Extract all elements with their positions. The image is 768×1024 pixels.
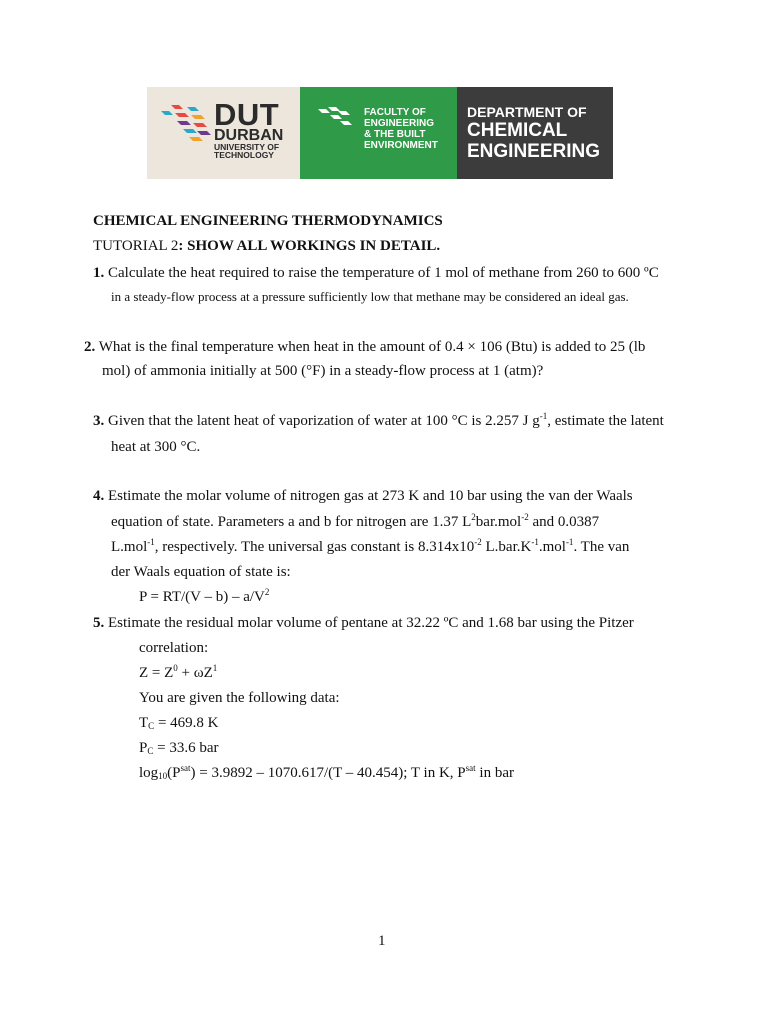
question-3-line-1 — [93, 412, 664, 430]
question-5-line-2: correlation: — [139, 640, 209, 656]
critical-pressure — [139, 739, 218, 757]
question-3-number: 3. — [93, 413, 105, 429]
tutorial-heading — [93, 237, 440, 255]
dut-durban-text: DURBAN — [214, 127, 284, 144]
page-number: 1 — [378, 933, 386, 949]
given-data-label: You are given the following data: — [139, 690, 340, 706]
faculty-line-3: & THE BUILT — [364, 129, 426, 140]
q4-l2sup1: 2 — [471, 512, 476, 522]
van-der-waals-equation — [139, 588, 269, 606]
dut-logo-panel — [147, 87, 300, 179]
question-3-text-1b: , estimate the latent — [547, 413, 664, 429]
header-banner — [147, 87, 613, 179]
department-text — [467, 104, 600, 162]
q4-l2b: bar.mol — [475, 514, 522, 530]
q4-l3b: , respectively. The universal gas constant is 8.314x10 — [154, 539, 475, 555]
question-5-text-1: Estimate the residual molar volume of pentane at 32.22 ºC and 1.68 bar using the Pitzer — [108, 615, 634, 631]
q4-eq-sup: 2 — [264, 587, 270, 597]
question-4-line-4: der Waals equation of state is: — [111, 564, 291, 580]
q4-l2sup2: -2 — [521, 512, 529, 522]
department-line-3: ENGINEERING — [467, 141, 601, 162]
department-panel — [457, 87, 613, 179]
question-1-line-1 — [93, 264, 659, 282]
q4-l3e: . The van — [573, 539, 630, 555]
q4-l3sup3: -1 — [531, 537, 539, 547]
question-2-number: 2. — [84, 339, 96, 355]
q5-eq-sup0: 0 — [173, 663, 178, 673]
log-c: ) = 3.9892 – 1070.617/(T – 40.454); T in K, P — [190, 765, 466, 781]
pitzer-equation — [139, 664, 217, 682]
q5-eq-a: Z = Z — [139, 665, 174, 681]
antoine-equation — [139, 764, 514, 782]
log-sub: 10 — [158, 771, 168, 781]
question-2-line-1 — [84, 338, 645, 356]
question-2-line-2: mol) of ammonia initially at 500 (°F) in a steady-flow process at 1 (atm)? — [102, 363, 544, 379]
critical-temperature — [139, 714, 218, 732]
q4-l3sup1: -1 — [147, 537, 155, 547]
faculty-logo-icon — [318, 107, 354, 129]
q4-l3a: L.mol — [111, 539, 148, 555]
log-sup1: sat — [180, 763, 191, 773]
question-3-sup: -1 — [539, 411, 548, 421]
log-a: log — [139, 765, 159, 781]
question-5-line-1 — [93, 614, 634, 632]
question-1-number: 1. — [93, 265, 105, 281]
pc-b: = 33.6 bar — [153, 740, 219, 756]
pc-a: P — [139, 740, 148, 756]
q5-eq-sup1: 1 — [212, 663, 218, 673]
tc-sub: C — [148, 721, 155, 731]
question-5-number: 5. — [93, 615, 105, 631]
q4-l2a: equation of state. Parameters a and b for nitrogen are 1.37 L — [111, 514, 472, 530]
faculty-line-2: ENGINEERING — [364, 118, 435, 129]
tc-b: = 469.8 K — [154, 715, 219, 731]
faculty-text — [364, 107, 438, 151]
question-3-text-1a: Given that the latent heat of vaporization of water at 100 °C is 2.257 J g — [108, 413, 540, 429]
question-4-text-1: Estimate the molar volume of nitrogen gas at 273 K and 10 bar using the van der Waals — [108, 488, 633, 504]
tutorial-instruction: : SHOW ALL WORKINGS IN DETAIL. — [178, 238, 441, 254]
department-line-1: DEPARTMENT OF — [467, 104, 587, 120]
dut-logo-icon — [161, 105, 211, 145]
q4-l3sup4: -1 — [565, 537, 574, 547]
tutorial-prefix: TUTORIAL 2 — [93, 238, 179, 254]
faculty-line-4: ENVIRONMENT — [364, 140, 438, 151]
log-d: in bar — [475, 765, 514, 781]
question-4-line-1 — [93, 487, 633, 505]
question-3-line-2: heat at 300 °C. — [111, 439, 201, 455]
document-title: CHEMICAL ENGINEERING THERMODYNAMICS — [93, 213, 443, 229]
q4-l3c: L.bar.K — [481, 539, 532, 555]
faculty-line-1: FACULTY OF — [364, 107, 426, 118]
question-1-text-1: Calculate the heat required to raise the temperature of 1 mol of methane from 260 to 600 ºC — [108, 265, 659, 281]
question-4-number: 4. — [93, 488, 105, 504]
faculty-panel — [300, 87, 457, 179]
q4-eq-text: P = RT/(V – b) – a/V — [139, 589, 265, 605]
dut-big-text: DUT — [214, 97, 280, 132]
pc-sub: C — [147, 746, 154, 756]
question-2-text-1: What is the final temperature when heat in the amount of 0.4 × 106 (Btu) is added to 25 (lb — [98, 339, 646, 355]
dut-wordmark — [214, 97, 284, 160]
question-1-line-2: in a steady-flow process at a pressure sufficiently low that methane may be considered an ideal gas. — [111, 289, 629, 304]
log-sup2: sat — [465, 763, 476, 773]
log-b: (P — [167, 765, 181, 781]
dut-technology-text: TECHNOLOGY — [214, 150, 274, 160]
department-line-2: CHEMICAL — [467, 120, 568, 141]
question-4-line-3 — [111, 538, 629, 556]
q4-l2c: and 0.0387 — [528, 514, 600, 530]
q4-l3d: .mol — [538, 539, 566, 555]
q4-l3sup2: -2 — [474, 537, 482, 547]
dut-university-text: UNIVERSITY OF — [214, 142, 280, 152]
tc-a: T — [139, 715, 149, 731]
question-4-line-2 — [111, 513, 599, 531]
q5-eq-b: + ωZ — [177, 665, 213, 681]
